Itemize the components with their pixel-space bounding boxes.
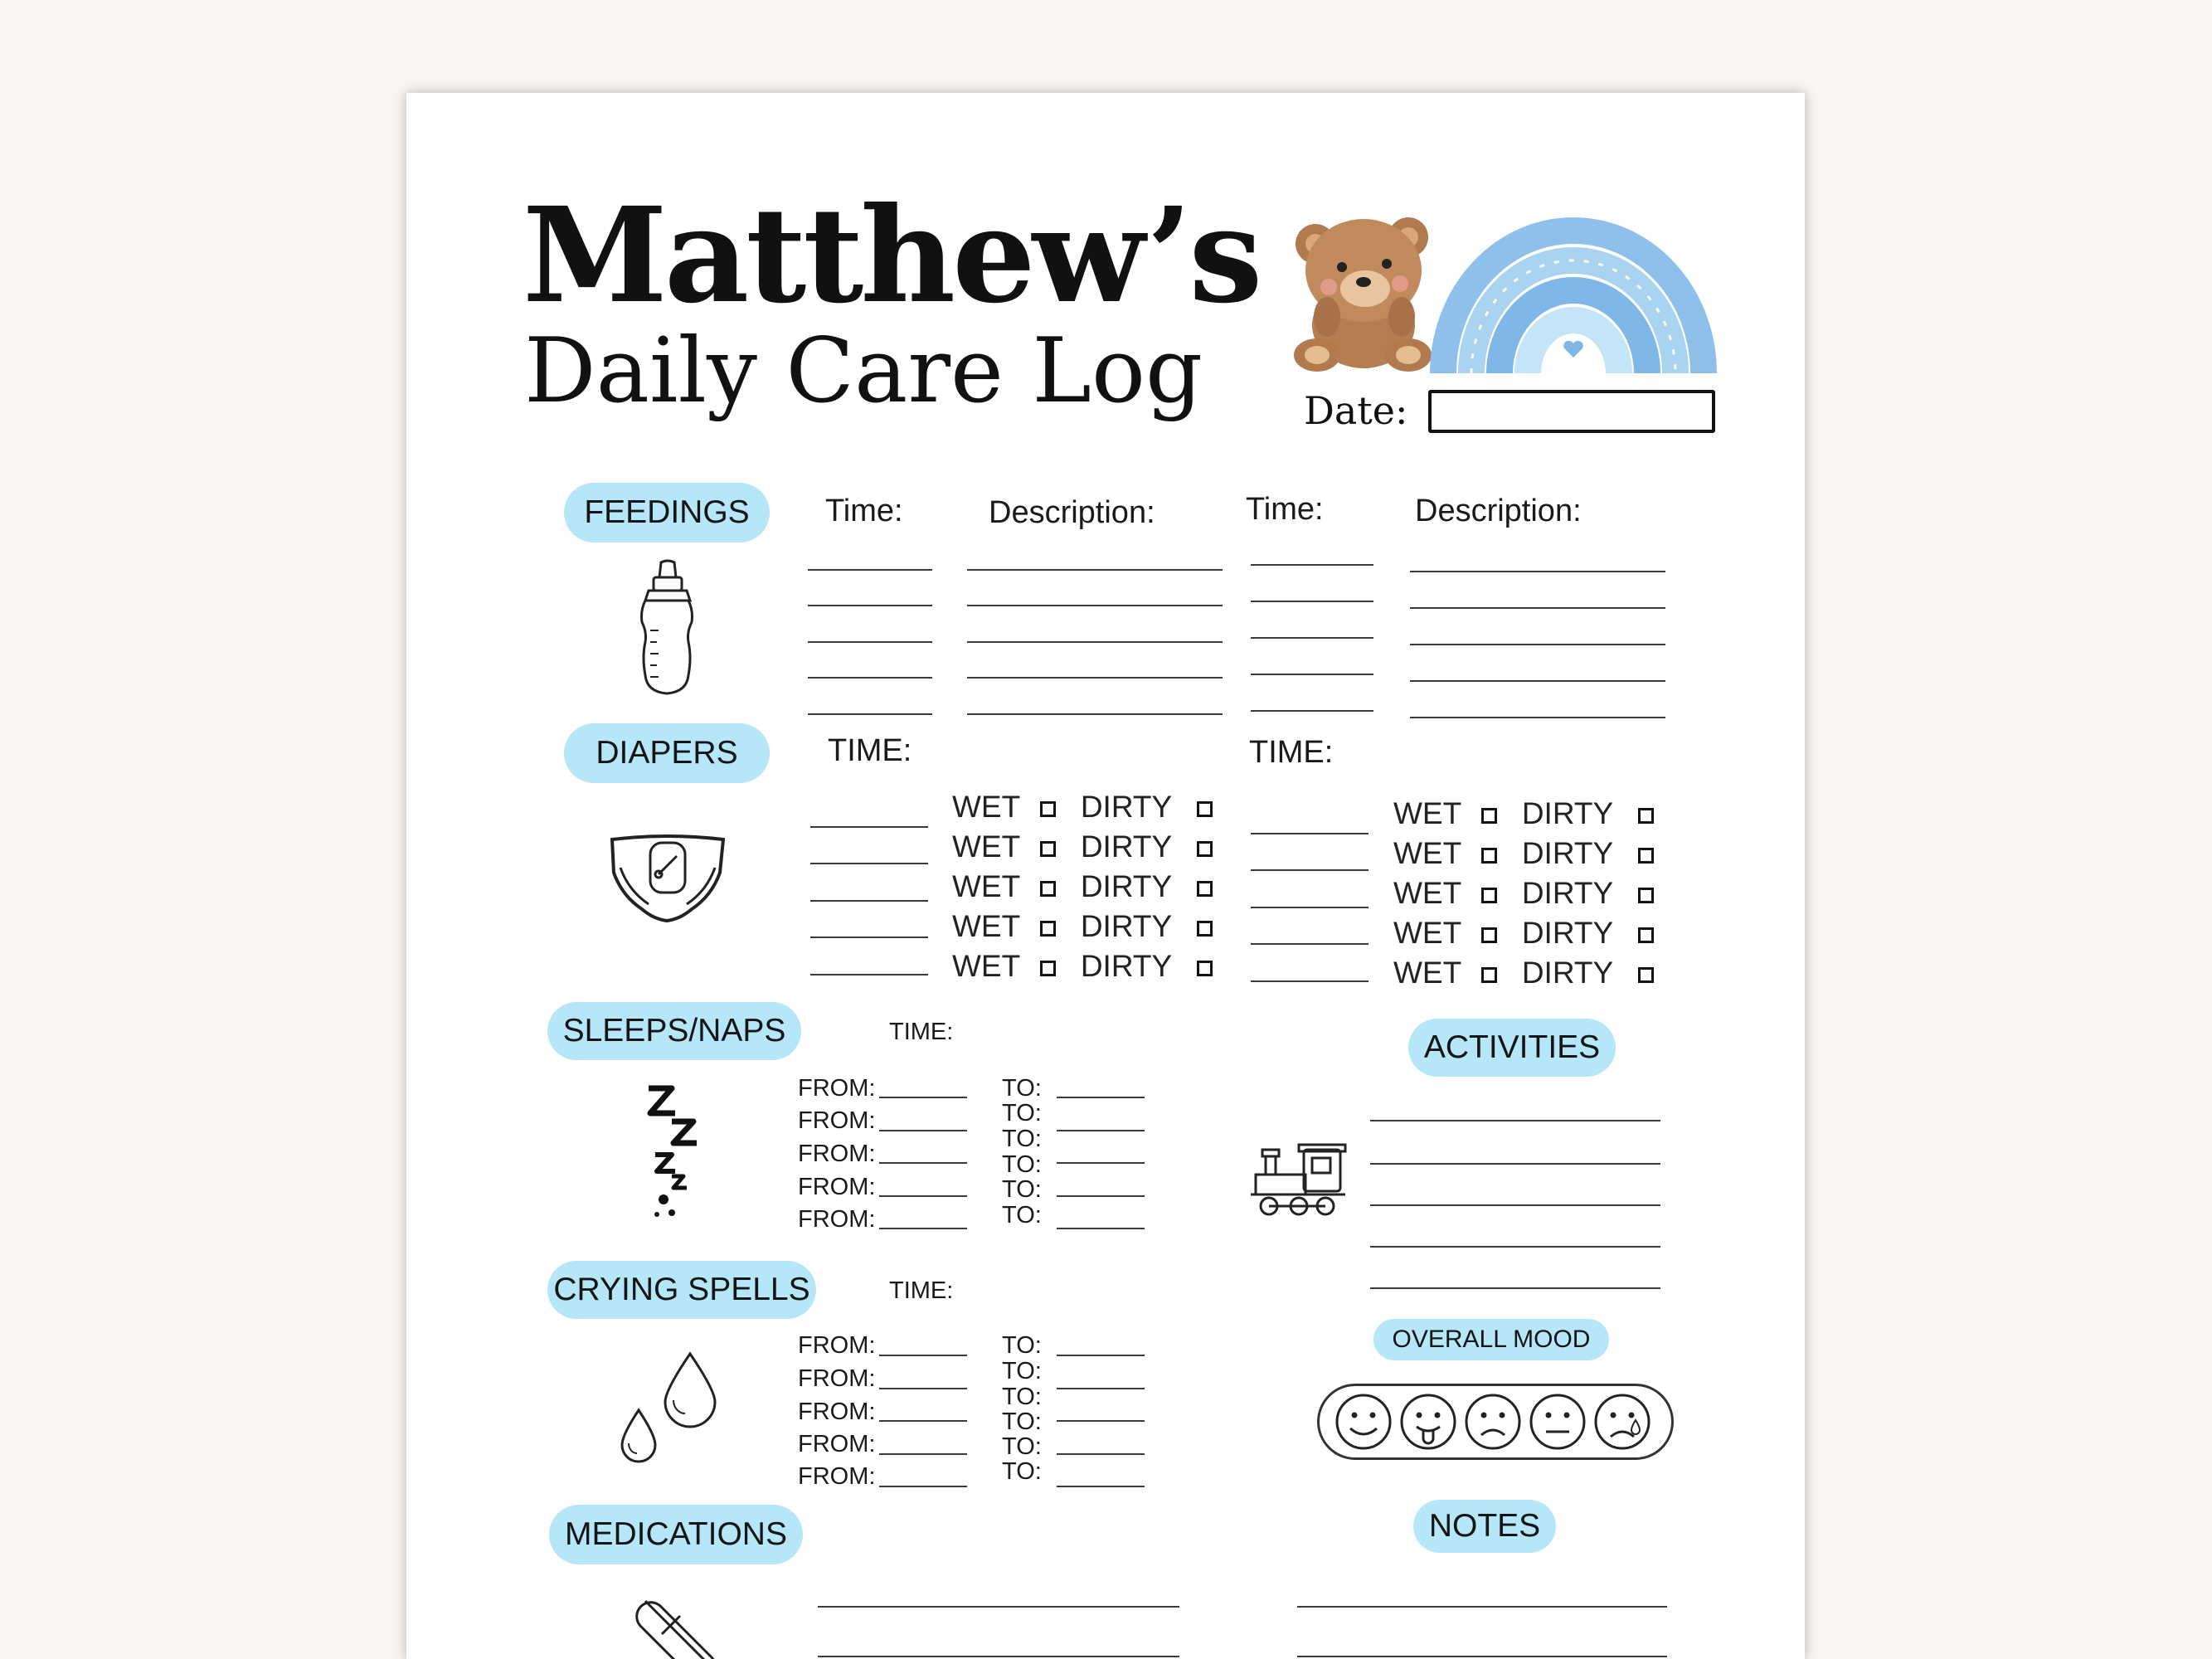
notes-pill: NOTES: [1413, 1500, 1556, 1553]
dirty-label: DIRTY: [1080, 949, 1172, 983]
overall-mood-pill: OVERALL MOOD: [1373, 1319, 1609, 1360]
sleeps-to-label: TO:: [1002, 1100, 1042, 1126]
sleeps-from-label: FROM:: [798, 1141, 876, 1167]
dirty-checkbox[interactable]: [1197, 841, 1213, 857]
dirty-checkbox[interactable]: [1197, 961, 1213, 976]
crying-to-line[interactable]: [1057, 1388, 1145, 1389]
wet-checkbox[interactable]: [1481, 888, 1497, 903]
happy-face-icon[interactable]: [1337, 1395, 1390, 1448]
wet-checkbox[interactable]: [1040, 961, 1056, 976]
feedings-description-label: Description:: [989, 495, 1155, 530]
sleeps-from-label: FROM:: [798, 1107, 876, 1134]
feedings-time-line[interactable]: [808, 641, 932, 643]
feedings-time-line[interactable]: [808, 713, 932, 715]
crying-time-label: TIME:: [889, 1277, 954, 1304]
neutral-face-icon[interactable]: [1531, 1395, 1584, 1448]
wet-label: WET: [952, 869, 1020, 903]
feedings-time-line[interactable]: [808, 677, 932, 679]
diaper-check-row: [1393, 838, 1654, 868]
wet-label: WET: [1393, 836, 1461, 870]
crying-from-label: FROM:: [798, 1365, 876, 1392]
feedings-description-line[interactable]: [967, 569, 1223, 571]
dirty-label: DIRTY: [1080, 790, 1172, 824]
diaper-check-row: [1393, 798, 1654, 829]
notes-line[interactable]: [1297, 1606, 1667, 1608]
diapers-time-line[interactable]: [810, 826, 928, 828]
diapers-pill: DIAPERS: [564, 723, 770, 783]
wet-label: WET: [1393, 796, 1461, 830]
activities-line[interactable]: [1370, 1246, 1660, 1248]
feedings-time-label-2: Time:: [1246, 492, 1324, 527]
sleeps-to-line[interactable]: [1057, 1195, 1145, 1197]
crying-from-line[interactable]: [879, 1453, 967, 1455]
dirty-label: DIRTY: [1521, 836, 1613, 870]
wet-label: WET: [1393, 916, 1461, 950]
wet-checkbox[interactable]: [1040, 841, 1056, 857]
wet-checkbox[interactable]: [1040, 801, 1056, 817]
crying-from-label: FROM:: [798, 1463, 876, 1490]
diaper-check-row: [1393, 957, 1654, 988]
wet-checkbox[interactable]: [1040, 881, 1056, 897]
feedings-description-line[interactable]: [1410, 644, 1665, 645]
sleeps-to-label: TO:: [1002, 1151, 1042, 1178]
crying-from-line[interactable]: [879, 1420, 967, 1422]
medications-line[interactable]: [818, 1656, 1179, 1657]
activities-line[interactable]: [1370, 1287, 1660, 1289]
wet-label: WET: [952, 830, 1020, 864]
activities-line[interactable]: [1370, 1120, 1660, 1121]
wet-label: WET: [952, 909, 1020, 943]
sleeps-from-label: FROM:: [798, 1174, 876, 1200]
feedings-time-line[interactable]: [1251, 674, 1373, 675]
crying-from-line[interactable]: [879, 1388, 967, 1389]
diaper-check-row: [952, 791, 1213, 822]
diapers-time-line[interactable]: [1251, 943, 1369, 945]
sleeps-to-label: TO:: [1002, 1176, 1042, 1203]
care-log-sheet: [406, 93, 1805, 1659]
notes-line[interactable]: [1297, 1656, 1667, 1657]
feedings-pill: FEEDINGS: [564, 483, 770, 542]
wet-checkbox[interactable]: [1040, 921, 1056, 937]
mood-faces: [1335, 1392, 1659, 1452]
crying-to-label: TO:: [1002, 1384, 1042, 1410]
sleeps-from-line[interactable]: [879, 1130, 967, 1131]
dirty-checkbox[interactable]: [1638, 848, 1654, 864]
diapers-time-label-2: TIME:: [1249, 735, 1334, 770]
feedings-time-line[interactable]: [808, 569, 932, 571]
wet-checkbox[interactable]: [1481, 927, 1497, 943]
feedings-description-line[interactable]: [1410, 680, 1665, 682]
dirty-checkbox[interactable]: [1638, 967, 1654, 983]
diapers-time-line[interactable]: [1251, 907, 1369, 908]
crying-spells-pill: CRYING SPELLS: [547, 1261, 816, 1319]
wet-label: WET: [1393, 876, 1461, 910]
date-label: Date:: [1304, 388, 1408, 433]
crying-to-label: TO:: [1002, 1332, 1042, 1359]
teddy-bear-icon: [1284, 201, 1441, 375]
crying-from-label: FROM:: [798, 1399, 876, 1425]
sad-face-icon[interactable]: [1466, 1395, 1519, 1448]
sleeps-naps-pill: SLEEPS/NAPS: [547, 1002, 801, 1060]
feedings-description-line[interactable]: [967, 677, 1223, 679]
tongue-face-icon[interactable]: [1402, 1395, 1455, 1448]
diapers-time-line[interactable]: [1251, 980, 1369, 982]
dirty-label: DIRTY: [1521, 876, 1613, 910]
dirty-checkbox[interactable]: [1638, 808, 1654, 824]
wet-label: WET: [952, 790, 1020, 824]
sleeps-from-label: FROM:: [798, 1075, 876, 1102]
feedings-time-line[interactable]: [1251, 601, 1373, 602]
diapers-time-line[interactable]: [810, 900, 928, 902]
wet-label: WET: [952, 949, 1020, 983]
dirty-checkbox[interactable]: [1638, 927, 1654, 943]
feedings-description-line[interactable]: [967, 713, 1223, 715]
title-subtitle: Daily Care Log: [524, 319, 1203, 423]
diaper-icon: [609, 831, 727, 924]
diaper-check-row: [952, 871, 1213, 902]
diapers-time-line[interactable]: [810, 863, 928, 864]
crying-face-icon[interactable]: [1596, 1395, 1649, 1448]
dirty-label: DIRTY: [1080, 869, 1172, 903]
wet-checkbox[interactable]: [1481, 967, 1497, 983]
activities-line[interactable]: [1370, 1163, 1660, 1165]
pill-capsule-icon: [624, 1596, 740, 1659]
toy-train-icon: [1249, 1141, 1349, 1221]
feedings-time-line[interactable]: [1251, 710, 1373, 712]
dirty-checkbox[interactable]: [1197, 881, 1213, 897]
dirty-label: DIRTY: [1521, 956, 1613, 990]
diapers-time-line[interactable]: [810, 974, 928, 975]
sleeps-from-line[interactable]: [879, 1228, 967, 1229]
crying-to-line[interactable]: [1057, 1420, 1145, 1422]
sleeps-to-line[interactable]: [1057, 1130, 1145, 1131]
activities-pill: ACTIVITIES: [1408, 1019, 1616, 1077]
crying-to-line[interactable]: [1057, 1486, 1145, 1487]
medications-pill: MEDICATIONS: [549, 1505, 803, 1564]
feedings-description-line[interactable]: [1410, 607, 1665, 609]
dirty-checkbox[interactable]: [1638, 888, 1654, 903]
dirty-label: DIRTY: [1521, 796, 1613, 830]
feedings-description-line[interactable]: [1410, 717, 1665, 718]
date-field[interactable]: [1428, 390, 1715, 433]
sleeps-to-line[interactable]: [1057, 1228, 1145, 1229]
feedings-description-line[interactable]: [1410, 571, 1665, 572]
feedings-description-line[interactable]: [967, 605, 1223, 606]
feedings-description-label-2: Description:: [1415, 494, 1582, 528]
rainbow-icon: [1428, 186, 1719, 378]
dirty-label: DIRTY: [1080, 830, 1172, 864]
sleeps-from-line[interactable]: [879, 1195, 967, 1197]
sleeps-from-line[interactable]: [879, 1097, 967, 1098]
activities-line[interactable]: [1370, 1204, 1660, 1206]
dirty-checkbox[interactable]: [1197, 801, 1213, 817]
sleeps-from-line[interactable]: [879, 1162, 967, 1164]
crying-from-label: FROM:: [798, 1332, 876, 1359]
baby-bottle-icon: [634, 559, 702, 697]
diapers-time-line[interactable]: [810, 937, 928, 938]
feedings-description-line[interactable]: [967, 641, 1223, 643]
dirty-label: DIRTY: [1521, 916, 1613, 950]
diaper-check-row: [1393, 878, 1654, 908]
crying-from-line[interactable]: [879, 1355, 967, 1356]
crying-from-label: FROM:: [798, 1431, 876, 1457]
feedings-time-line[interactable]: [1251, 637, 1373, 639]
crying-to-line[interactable]: [1057, 1355, 1145, 1356]
crying-to-label: TO:: [1002, 1458, 1042, 1485]
feedings-time-line[interactable]: [808, 605, 932, 606]
sleep-zzz-icon: [644, 1082, 705, 1219]
diaper-check-row: [952, 831, 1213, 862]
diapers-time-line[interactable]: [1251, 833, 1369, 834]
sleeps-to-label: TO:: [1002, 1126, 1042, 1152]
feedings-time-label: Time:: [825, 494, 903, 528]
medications-line[interactable]: [818, 1606, 1179, 1608]
wet-checkbox[interactable]: [1481, 808, 1497, 824]
sleeps-time-label: TIME:: [889, 1019, 954, 1045]
dirty-checkbox[interactable]: [1197, 921, 1213, 937]
title-name: Matthew’s: [523, 179, 1260, 333]
diaper-check-row: [1393, 917, 1654, 948]
crying-to-label: TO:: [1002, 1433, 1042, 1460]
wet-label: WET: [1393, 956, 1461, 990]
teardrops-icon: [619, 1350, 730, 1470]
dirty-label: DIRTY: [1080, 909, 1172, 943]
sleeps-to-label: TO:: [1002, 1202, 1042, 1228]
sleeps-to-line[interactable]: [1057, 1162, 1145, 1164]
sleeps-to-label: TO:: [1002, 1075, 1042, 1102]
sleeps-to-line[interactable]: [1057, 1097, 1145, 1098]
diaper-check-row: [952, 911, 1213, 941]
crying-to-label: TO:: [1002, 1408, 1042, 1435]
feedings-time-line[interactable]: [1251, 564, 1373, 566]
sleeps-from-label: FROM:: [798, 1206, 876, 1233]
diapers-time-line[interactable]: [1251, 869, 1369, 871]
diaper-check-row: [952, 951, 1213, 981]
wet-checkbox[interactable]: [1481, 848, 1497, 864]
crying-to-line[interactable]: [1057, 1453, 1145, 1455]
diapers-time-label: TIME:: [828, 733, 912, 768]
crying-from-line[interactable]: [879, 1486, 967, 1487]
crying-to-label: TO:: [1002, 1358, 1042, 1384]
